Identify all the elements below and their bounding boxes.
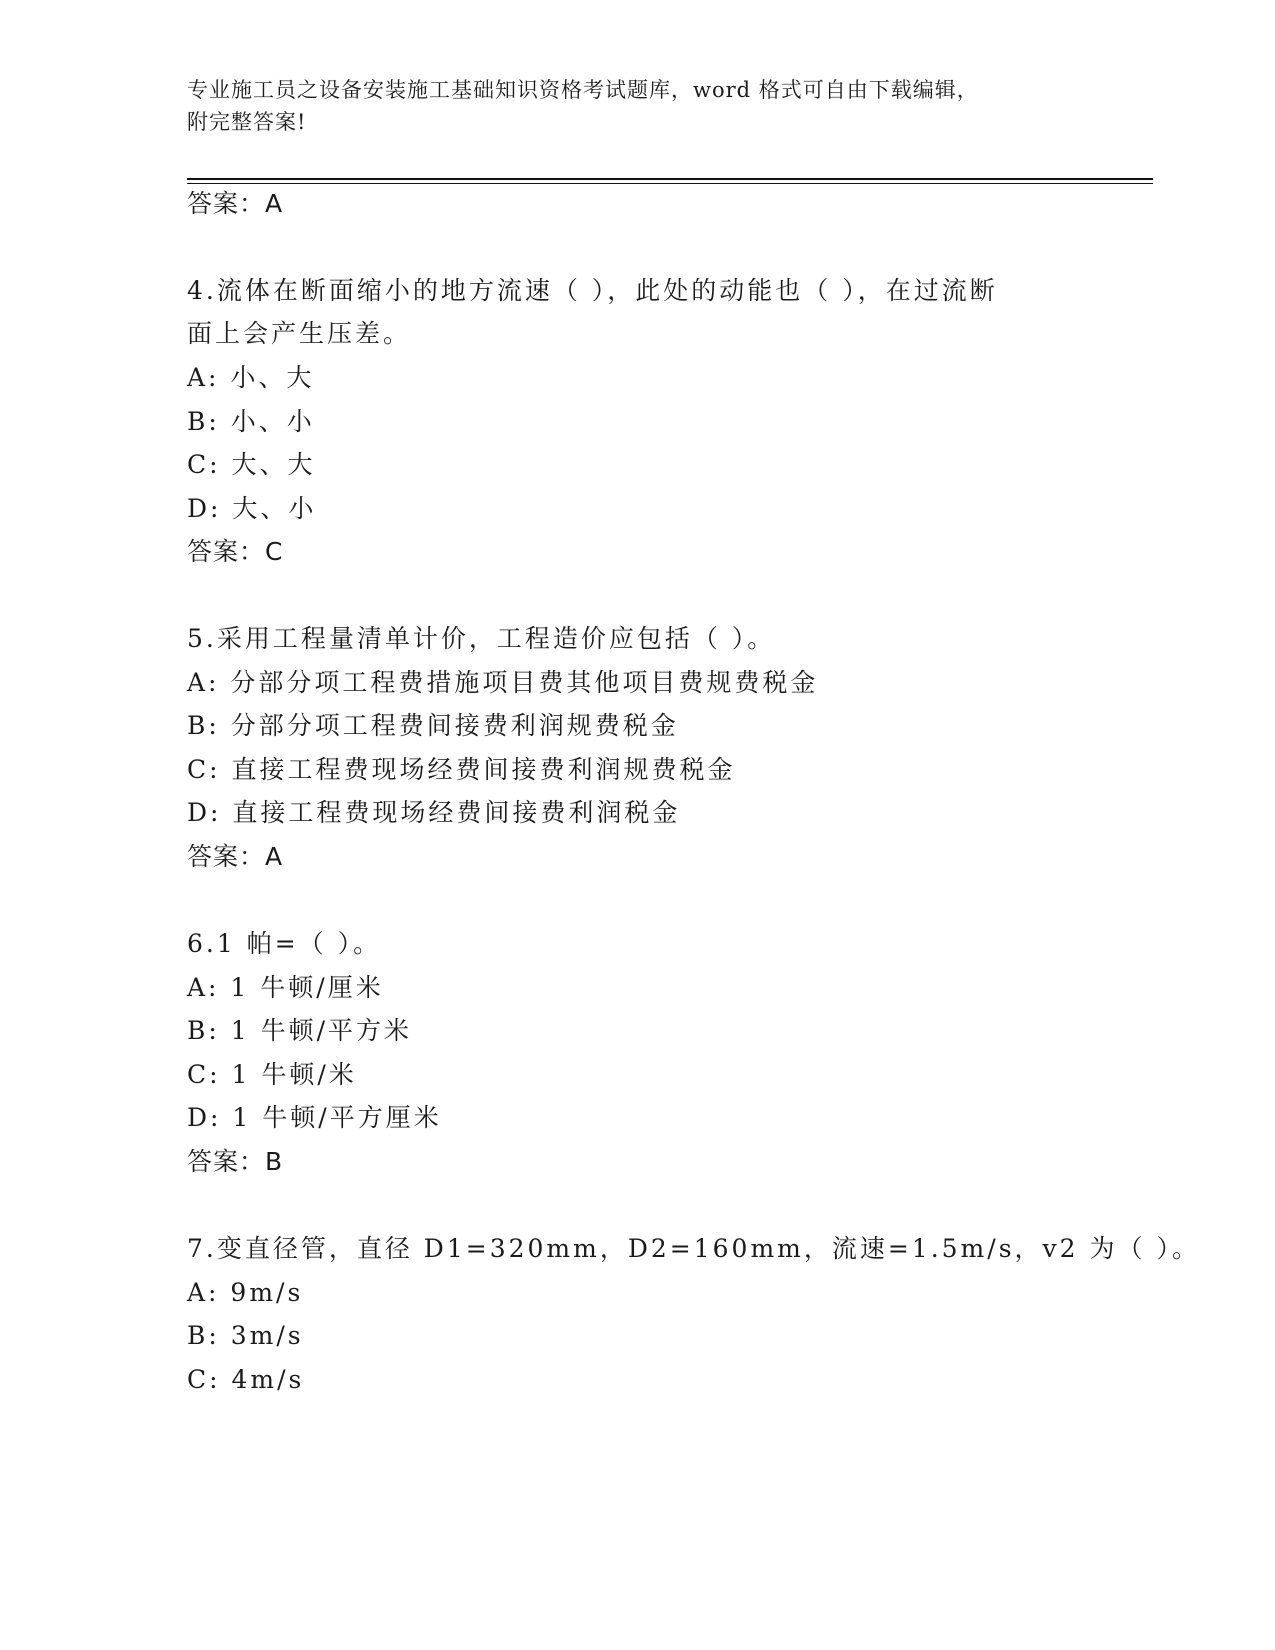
q7-option-b: B: 3m/s xyxy=(187,1321,304,1350)
q5-stem: 5.采用工程量清单计价，工程造价应包括（ ）。 xyxy=(187,624,776,653)
q6-stem: 6.1 帕=（ ）。 xyxy=(187,929,382,958)
q4-option-c: C: 大、大 xyxy=(187,450,316,479)
header-line-2: 附完整答案! xyxy=(187,110,307,134)
q4-stem-line-1: 4.流体在断面缩小的地方流速（ ），此处的动能也（ ），在过流断 xyxy=(187,276,998,305)
q5-option-d: D: 直接工程费现场经费间接费利润税金 xyxy=(187,798,681,827)
q6-option-b: B: 1 牛顿/平方米 xyxy=(187,1016,413,1045)
q6-option-c: C: 1 牛顿/米 xyxy=(187,1060,357,1089)
q4-answer: 答案：C xyxy=(187,537,284,566)
q6-option-a: A: 1 牛顿/厘米 xyxy=(187,973,384,1002)
q6-answer: 答案：B xyxy=(187,1147,284,1176)
q7-stem: 7.变直径管，直径 D1=320mm，D2=160mm，流速=1.5m/s，v2 为（ ）。 xyxy=(187,1234,1200,1263)
q4-option-a: A: 小、大 xyxy=(187,363,315,392)
q5-option-b: B: 分部分项工程费间接费利润规费税金 xyxy=(187,711,679,740)
q6-option-d: D: 1 牛顿/平方厘米 xyxy=(187,1103,442,1132)
q7-option-a: A: 9m/s xyxy=(187,1278,304,1307)
document-header xyxy=(187,74,1087,138)
answer-previous: 答案：A xyxy=(187,189,284,218)
q5-answer: 答案：A xyxy=(187,842,284,871)
q4-option-b: B: 小、小 xyxy=(187,407,315,436)
header-rule-thin xyxy=(187,183,1153,184)
q4-option-d: D: 大、小 xyxy=(187,494,317,523)
q5-option-c: C: 直接工程费现场经费间接费利润规费税金 xyxy=(187,755,736,784)
q7-option-c: C: 4m/s xyxy=(187,1365,305,1394)
header-rule-thick xyxy=(187,178,1153,180)
q4-stem-line-2: 面上会产生压差。 xyxy=(187,319,412,348)
q5-option-a: A: 分部分项工程费措施项目费其他项目费规费税金 xyxy=(187,668,819,697)
header-line-1: 专业施工员之设备安装施工基础知识资格考试题库，word 格式可自由下载编辑， xyxy=(187,78,979,102)
